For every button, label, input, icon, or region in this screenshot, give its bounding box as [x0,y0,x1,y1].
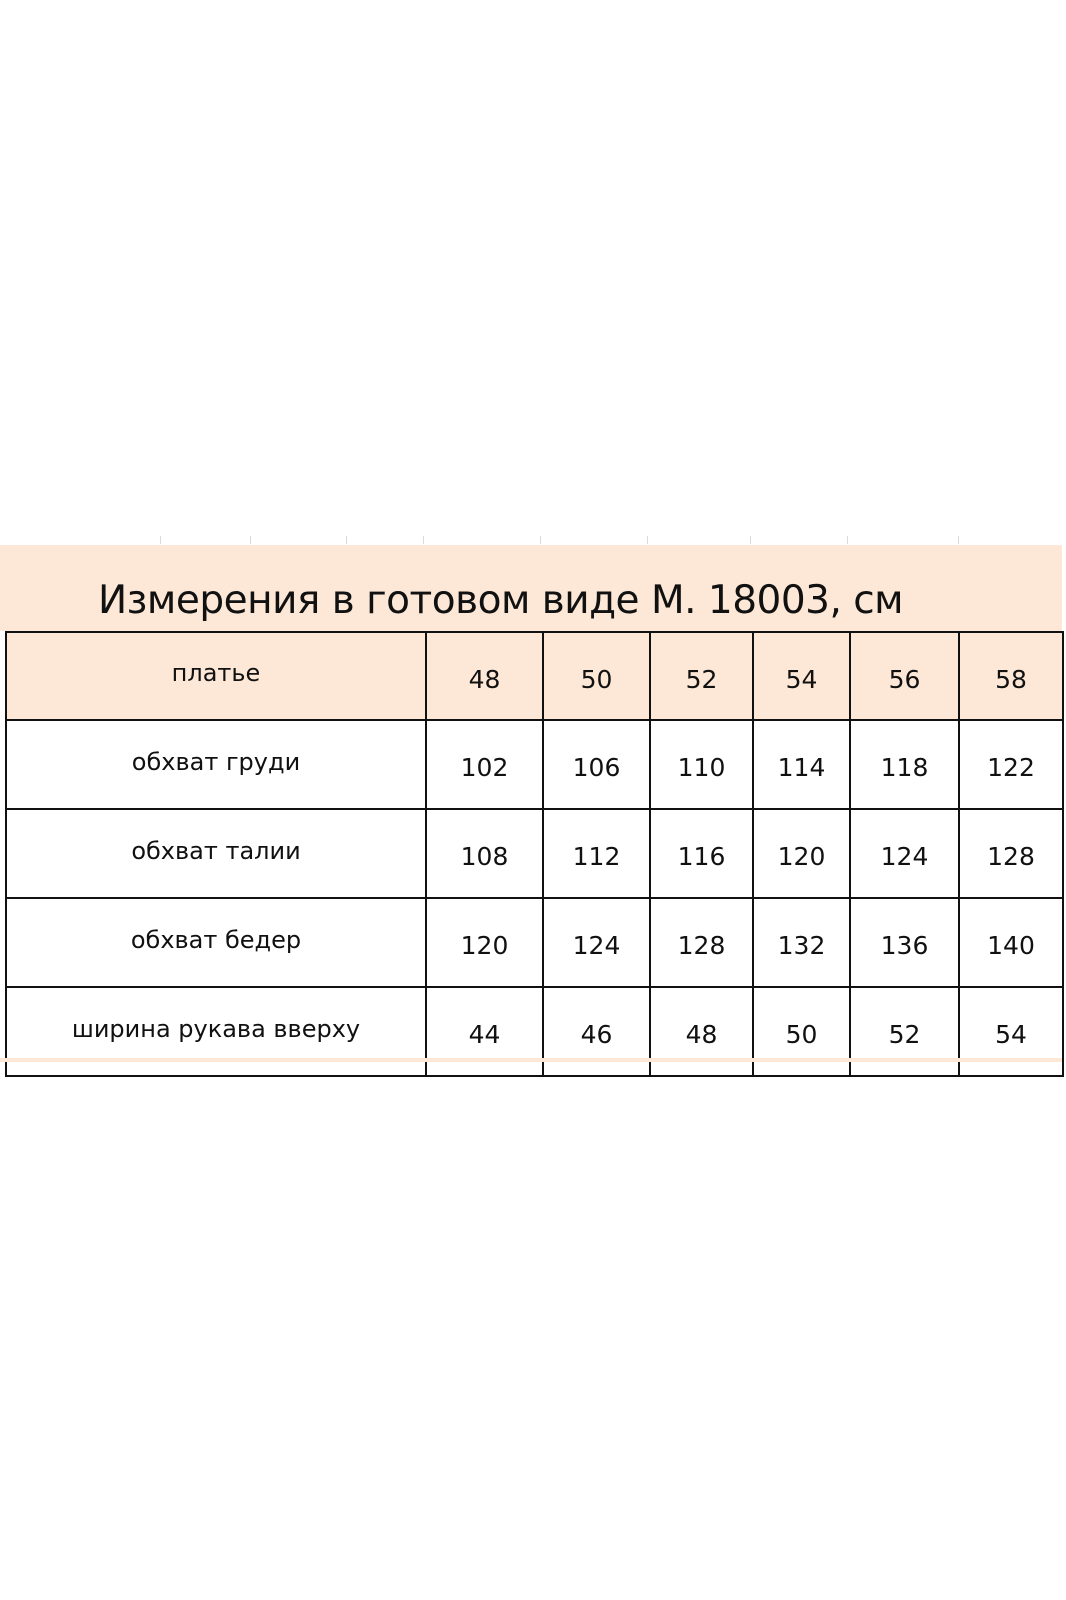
table-title: Измерения в готовом виде М. 18003, см [98,578,904,623]
value-cell: 114 [753,720,850,809]
table-row [6,898,1063,987]
value-cell: 52 [850,987,959,1076]
row-label-cell: обхват груди [6,720,426,809]
value-cell: 132 [753,898,850,987]
gridline [958,536,959,544]
value-cell: 136 [850,898,959,987]
gridline [423,536,424,544]
value-cell: 128 [650,898,753,987]
value-cell: 54 [959,987,1063,1076]
size-table [5,631,1064,1077]
gridline [346,536,347,544]
value-cell: 108 [426,809,543,898]
table-row [6,809,1063,898]
gridline [847,536,848,544]
value-cell: 110 [650,720,753,809]
gridline [750,536,751,544]
value-cell: 120 [426,898,543,987]
gridline [540,536,541,544]
table-row [6,987,1063,1076]
value-cell: 106 [543,720,650,809]
size-header-cell: 50 [543,632,650,720]
value-cell: 124 [850,809,959,898]
row-label-cell: ширина рукава вверху [6,987,426,1076]
value-cell: 122 [959,720,1063,809]
value-cell: 48 [650,987,753,1076]
table-row [6,720,1063,809]
value-cell: 116 [650,809,753,898]
header-label-cell: платье [6,632,426,720]
value-cell: 140 [959,898,1063,987]
size-header-cell: 54 [753,632,850,720]
value-cell: 124 [543,898,650,987]
table-header-row [6,632,1063,720]
value-cell: 112 [543,809,650,898]
gridline [647,536,648,544]
row-label-cell: обхват бедер [6,898,426,987]
value-cell: 102 [426,720,543,809]
gridline [160,536,161,544]
value-cell: 128 [959,809,1063,898]
size-header-cell: 52 [650,632,753,720]
gridline [250,536,251,544]
row-label-cell: обхват талии [6,809,426,898]
value-cell: 120 [753,809,850,898]
value-cell: 118 [850,720,959,809]
size-header-cell: 56 [850,632,959,720]
bottom-band [0,1058,1062,1062]
value-cell: 44 [426,987,543,1076]
size-header-cell: 48 [426,632,543,720]
value-cell: 46 [543,987,650,1076]
size-header-cell: 58 [959,632,1063,720]
value-cell: 50 [753,987,850,1076]
